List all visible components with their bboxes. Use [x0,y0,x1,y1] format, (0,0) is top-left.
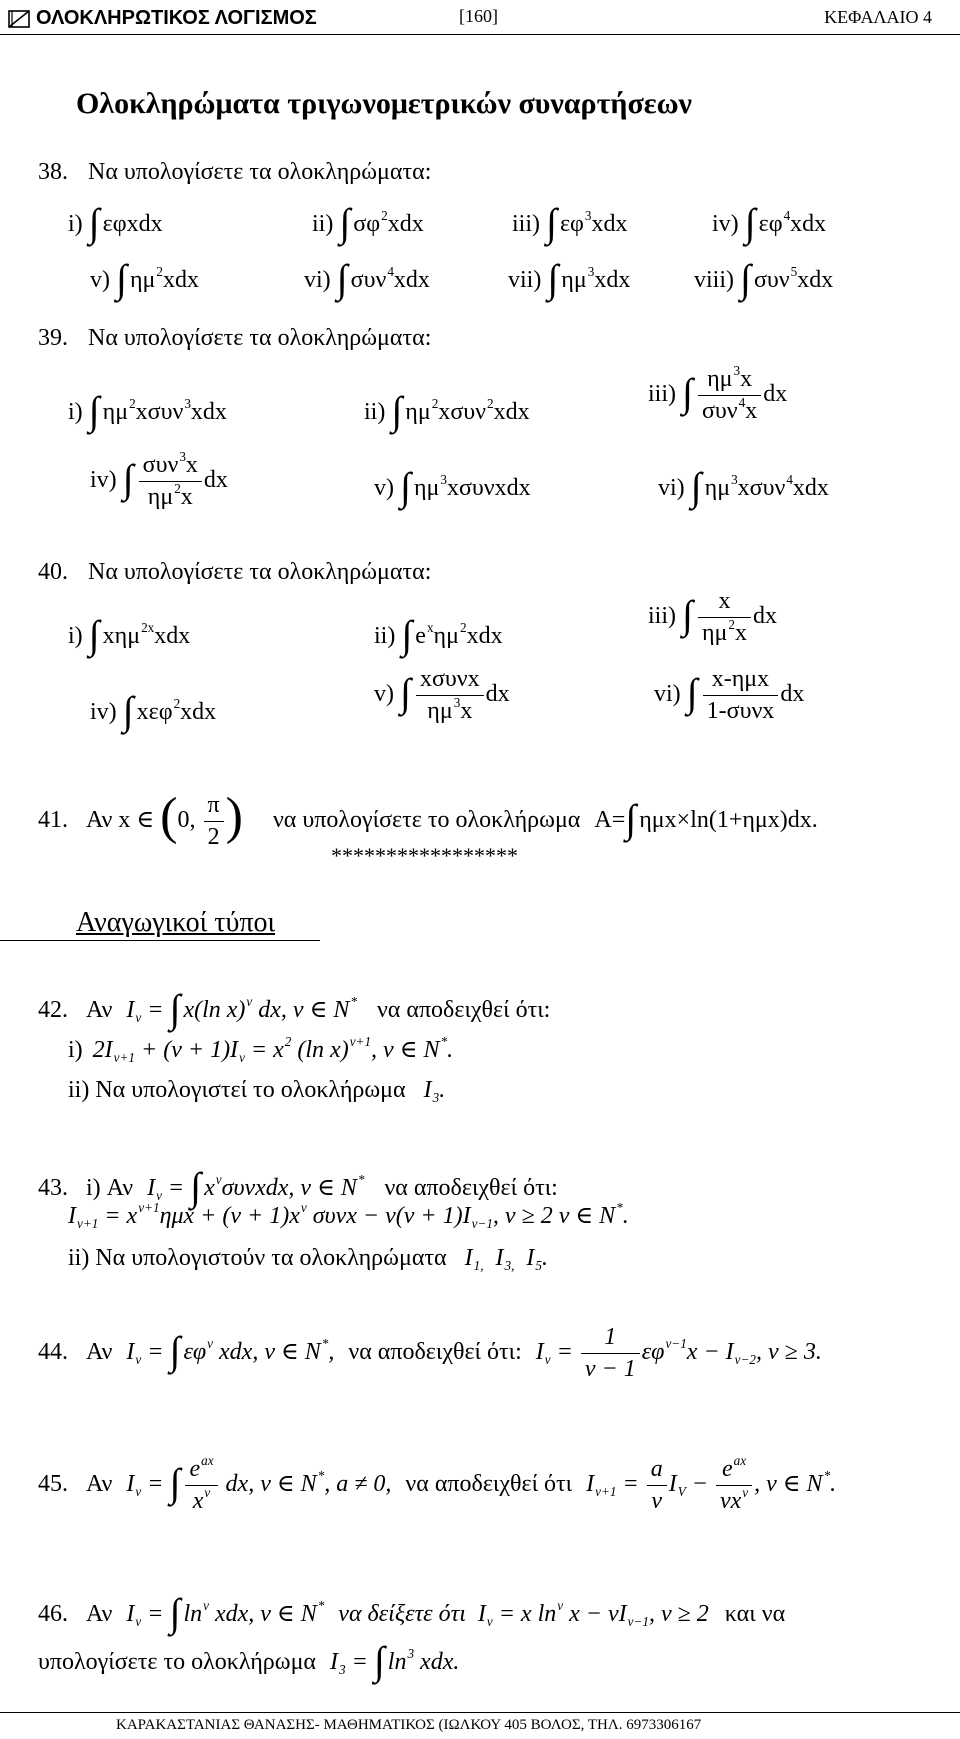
ex39-iii: iii) ∫ $\frac{\eta\mu^3x}{\sigma\upsilon\nu^4x}$ dx [648,362,788,424]
ex38-ii: ii) ∫ $\sigma\varphi^2xdx$ [312,200,424,245]
ex39-iv-label: iv) [90,467,117,493]
ex44-definition: Iν = ∫ $\varepsilon\varphi^\nu$ xdx, ν ∈ N*, [126,1328,335,1373]
ex46-number: 46. [38,1601,68,1627]
ex46-and: και να [724,1601,786,1627]
ex46-an: Αν [86,1601,113,1627]
ex40-v-label: v) [374,681,394,707]
ex42-i-label: i) [68,1037,83,1063]
ex38-iv: iv) ∫ $\varepsilon\varphi^4xdx$ [712,200,827,245]
ex43-definition: Iν = ∫ $x^\nu\sigma\upsilon\nu xdx$, ν ∈ N* [147,1164,365,1209]
ex46-formula: Iν = x $\ln^\nu x - \nu I\nu-1$, ν ≥ 2 [477,1597,709,1629]
ex38-viii: viii) ∫ συν$^5$xdx [694,256,834,301]
ex40-ii-label: ii) [374,623,396,649]
ex44-an: Αν [86,1339,113,1365]
ex38-vi: vi) ∫ συν$^4$xdx [304,256,430,301]
ex45-definition: Iν = ∫ $\frac{e^{ax}}{x^\nu}$ dx, ν ∈ N*, a ≠ 0, [126,1452,392,1514]
ex39-i: i) ∫ $\eta\mu^2x\sigma\upsilon\nu^3xdx$ [68,388,227,433]
separator: ***************** [331,843,518,868]
ex46-proof: να δείξετε ότι [338,1601,466,1627]
ex42-i3: I3. [423,1077,446,1105]
t-square-icon [8,10,30,28]
ex46-line1 [38,1584,786,1635]
ex45-line [38,1454,836,1516]
ex46-line2-text: υπολογίσετε το ολοκλήρωμα [38,1649,317,1675]
ex40-prompt: Να υπολογίσετε τα ολοκληρώματα: [88,559,432,585]
section-title-trig: Ολοκληρώματα τριγωνομετρικών συναρτήσεων [76,87,692,120]
ex43-i-an: i) Αν [86,1175,134,1201]
ex40-heading [38,558,431,587]
ex44-number: 44. [38,1339,68,1365]
page-footer: ΚΑΡΑΚΑΣΤΑΝΙΑΣ ΘΑΝΑΣΗΣ- ΜΑΘΗΜΑΤΙΚΟΣ (ΙΩΛΚΟΥ 405 ΒΟΛΟΣ, ΤΗΛ. 6973306167 [116,1717,702,1733]
ex42-line3 [68,1076,445,1105]
section-rule [0,940,320,941]
ex45-formula: Iν+1 = $\frac{a}{\nu}$ IV − $\frac{e^{ax}}{\nu x^\nu}$ , ν ∈ N*. [586,1452,837,1514]
ex44-proof: να αποδειχθεί ότι: [348,1339,522,1365]
page-number: [160] [459,6,498,26]
ex40-vi-label: vi) [654,681,681,707]
ex41-an: Αν [86,807,113,833]
ex43-formula: $I\nu+1 = x^{\nu+1}\eta\mu x + (\nu + 1)x^\nu$ συνx − ν(ν + 1)Iν−1, ν ≥ 2 ν ∈ N*. [68,1199,629,1231]
ex45-number: 45. [38,1471,68,1497]
ex38-prompt: Να υπολογίσετε τα ολοκληρώματα: [88,159,432,185]
chapter-label: ΚΕΦΑΛΑΙΟ 4 [824,7,932,27]
ex39-heading [38,324,431,353]
ex38-vii: vii) ∫ $\eta\mu^3xdx$ [508,256,631,301]
ex40-v: v) ∫ $\frac{\text{xσυνx}}{\eta\mu^3x}$ dx [374,666,510,724]
ex42-proof: να αποδειχθεί ότι: [376,997,551,1023]
ex39-v: v) ∫ $\eta\mu^3x\sigma\upsilon\nu xdx$ [374,464,531,509]
ex42-line1 [38,980,551,1031]
ex41-line: 41. Αν x ∈ (0, $\frac{\pi}{2}$ ) να υπολογίσετε το ολοκλήρωμα A=∫ ημx×ln(1+ημx)dx. [38,788,818,850]
ex43-line2 [68,1199,629,1231]
ex41-a-eq: A= [594,807,626,833]
ex38-i: i) ∫ εφxdx [68,200,163,245]
ex42-an: Αν [86,997,113,1023]
header-rule [0,34,960,35]
ex38-i-label: i) [68,211,83,237]
ex44-line [38,1322,822,1384]
ex41-integrand: ημx×ln(1+ημx)dx. [639,807,818,833]
ex38-iii-label: iii) [512,211,540,237]
ex46-line2 [38,1632,460,1683]
ex43-line3 [68,1244,548,1273]
ex38-vii-label: vii) [508,267,542,293]
ex39-iv: iv) ∫ $\frac{\sigma\upsilon\nu^3x}{\eta\mu^2x}$ dx [90,448,228,510]
ex39-vi-label: vi) [658,475,685,501]
ex40-iii-label: iii) [648,603,676,629]
ex42-ii-text: ii) Να υπολογιστεί το ολοκλήρωμα [68,1077,406,1103]
ex40-iii: iii) ∫ $\frac{x}{\eta\mu^2x}$ dx [648,588,777,646]
ex38-iii: iii) ∫ $\varepsilon\varphi^3xdx$ [512,200,628,245]
ex41-number: 41. [38,807,68,833]
ex40-i-label: i) [68,623,83,649]
ex38-ii-label: ii) [312,211,334,237]
ex46-definition: Iν = ∫ $\ln^\nu$ xdx, ν ∈ N* [126,1590,325,1635]
ex38-v-label: v) [90,267,110,293]
ex42-number: 42. [38,997,68,1023]
ex40-i: i) ∫ xημ$^{2x}$xdx [68,612,191,657]
ex40-ii: ii) ∫ $e^x\eta\mu^2xdx$ [374,612,503,657]
ex42-definition: Iν = ∫ x(ln x)$^\nu$ dx, ν ∈ N* [126,986,357,1031]
ex39-v-label: v) [374,475,394,501]
ex38-heading [38,158,431,187]
ex43-integrals: I1, I3, I5. [464,1245,548,1273]
ex38-number: 38. [38,159,68,185]
ex39-ii: ii) ∫ $\eta\mu^2x\sigma\upsilon\nu^2xdx$ [364,388,530,433]
ex40-iv-label: iv) [90,699,117,725]
ex46-integral: I3 = ∫ $\ln^3$ xdx. [330,1638,460,1683]
ex42-line2 [68,1033,454,1065]
ex38-vi-label: vi) [304,267,331,293]
ex39-prompt: Να υπολογίσετε τα ολοκληρώματα: [88,325,432,351]
ex45-proof: να αποδειχθεί ότι [405,1471,573,1497]
ex39-number: 39. [38,325,68,351]
ex41-condition: x ∈ (0, $\frac{\pi}{2}$ ) [118,788,243,850]
ex43-line1 [38,1158,558,1209]
ex40-vi: vi) ∫ $\frac{\text{x-ημx}}{\text{1-συνx}}$ dx [654,666,805,724]
header-title: ΟΛΟΚΛΗΡΩΤΙΚΟΣ ΛΟΓΙΣΜΟΣ [36,7,317,29]
ex40-number: 40. [38,559,68,585]
ex43-proof: να αποδειχθεί ότι: [384,1175,558,1201]
page-header [0,4,960,34]
ex43-number: 43. [38,1175,68,1201]
ex40-iv: iv) ∫ xεφ$^2$xdx [90,688,217,733]
ex39-vi: vi) ∫ $\eta\mu^3x\sigma\upsilon\nu^4xdx$ [658,464,829,509]
ex39-i-label: i) [68,399,83,425]
ex38-viii-label: viii) [694,267,734,293]
footer-rule [0,1712,960,1713]
ex38-v: v) ∫ $\eta\mu^2xdx$ [90,256,199,301]
ex43-ii-text: ii) Να υπολογιστούν τα ολοκληρώματα [68,1245,447,1271]
section-title-reduction: Αναγωγικοί τύποι [76,907,275,938]
ex41-text: να υπολογίσετε το ολοκλήρωμα [272,807,581,833]
ex42-formula: $2I\nu+1 + (\nu + 1)I\nu = x^2$ (ln x)$^{\nu+1}$, ν ∈ N*. [92,1033,454,1065]
ex44-formula: Iν = $\frac{1}{\nu - 1}$ $\varepsilon\varphi^{\nu-1}x - I\nu-2$, ν ≥ 3. [535,1324,822,1382]
ex38-iv-label: iv) [712,211,739,237]
ex39-ii-label: ii) [364,399,386,425]
ex45-an: Αν [86,1471,113,1497]
ex39-iii-label: iii) [648,381,676,407]
